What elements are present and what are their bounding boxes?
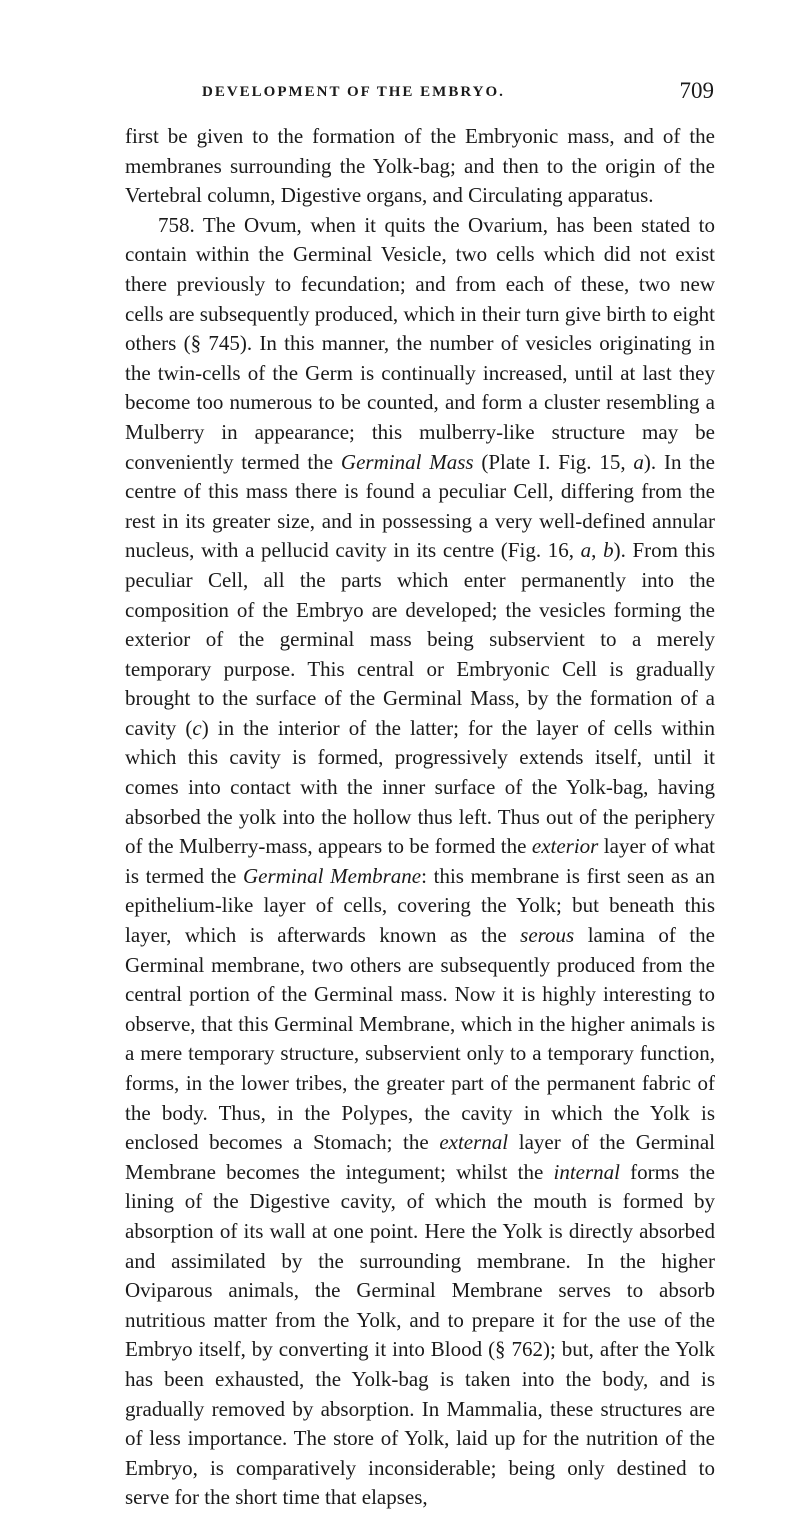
italic-text: Germinal Membrane: [242, 863, 422, 888]
italic-text: external: [439, 1130, 509, 1155]
page-header: [130, 80, 714, 106]
text-run: layer of what is termed the: [125, 834, 715, 888]
italic-text: internal: [553, 1159, 620, 1184]
italic-text: exterior: [531, 834, 599, 859]
text-run: ) in the interior of the latter; for the layer of cells within which this cavity is formed, progressively extends itself, until it comes into contact with the inner surface of the Yolk-bag, having absorbed the yolk into the hollow thus left. Thus out of the periphery of the Mulberry-mass, appears to be formed the: [125, 715, 715, 859]
body-text: [125, 122, 715, 1513]
running-title: DEVELOPMENT OF THE EMBRYO.: [202, 84, 505, 100]
text-run: forms the lining of the Digestive cavity, of which the mouth is formed by absorption of its wall at one point. Here the Yolk is directly absorbed and assimilated by the surrounding membrane. In the higher Oviparous animals, the Germinal Membrane serves to absorb nutritious matter from the Yolk, and to prepare it for the use of the Embryo itself, by converting it into Blood (§ 762); but, after the Yolk has been exhausted, the Yolk-bag is taken into the body, and is gradually removed by absorption. In Mammalia, these structures are of less importance. The store of Yolk, laid up for the nutrition of the Embryo, is comparatively inconsiderable; being only destined to serve for the short time that elapses,: [125, 1159, 715, 1510]
italic-text: a: [580, 538, 592, 563]
text-run: lamina of the Germinal membrane, two others are subsequently produced from the central portion of the Germinal mass. Now it is highly interesting to observe, that this Germinal Membrane, which in the higher animals is a mere temporary structure, subservient only to a temporary function, forms, in the lower tribes, the greater part of the permanent fabric of the body. Thus, in the Polypes, the cavity in which the Yolk is enclosed becomes a Stomach; the: [125, 923, 715, 1155]
text-run: first be given to the formation of the Embryonic mass, and of the membranes surrounding the Yolk-bag; and then to the origin of the Vertebral column, Digestive organs, and Circulating apparatus.: [125, 124, 715, 208]
text-run: ). In the centre of this mass there is found a peculiar Cell, differing from the rest in its greater size, and in possessing a very well-defined annular nucleus, with a pellucid cavity in its centre (Fig. 16,: [125, 449, 715, 563]
text-run: : this membrane is first seen as an epithelium-like layer of cells, covering the Yolk; but beneath this layer, which is afterwards known as the: [125, 863, 716, 948]
italic-text: serous: [520, 923, 575, 948]
italic-text: c: [192, 715, 202, 740]
italic-text: Germinal Mass: [340, 449, 474, 474]
italic-text: b: [603, 538, 614, 563]
page-number: 709: [679, 78, 714, 103]
text-run: layer of the Germinal Membrane becomes the integument; whilst the: [125, 1130, 715, 1184]
text-run: ,: [591, 538, 604, 563]
text-run: 758. The Ovum, when it quits the Ovarium, has been stated to contain within the Germinal Vesicle, two cells which did not exist there previously to fecundation; and from each of these, two new cells are subsequently produced, which in their turn give birth to eight others (§ 745). In this manner, the number of vesicles originating in the twin-cells of the Germ is continually increased, until at last they become too numerous to be counted, and form a cluster resembling a Mulberry in appearance; this mulberry-like structure may be conveniently termed the: [125, 212, 715, 474]
paragraph: [125, 122, 715, 211]
italic-text: a: [633, 449, 644, 474]
text-run: ). From this peculiar Cell, all the parts which enter permanently into the composition of the Embryo are developed; the vesicles forming the exterior of the germinal mass being subservient to a merely temporary purpose. This central or Embryonic Cell is gradually brought to the surface of the Germinal Mass, by the formation of a cavity (: [125, 538, 716, 740]
text-run: (Plate I. Fig. 15,: [473, 449, 634, 474]
paragraph: [125, 211, 715, 1513]
